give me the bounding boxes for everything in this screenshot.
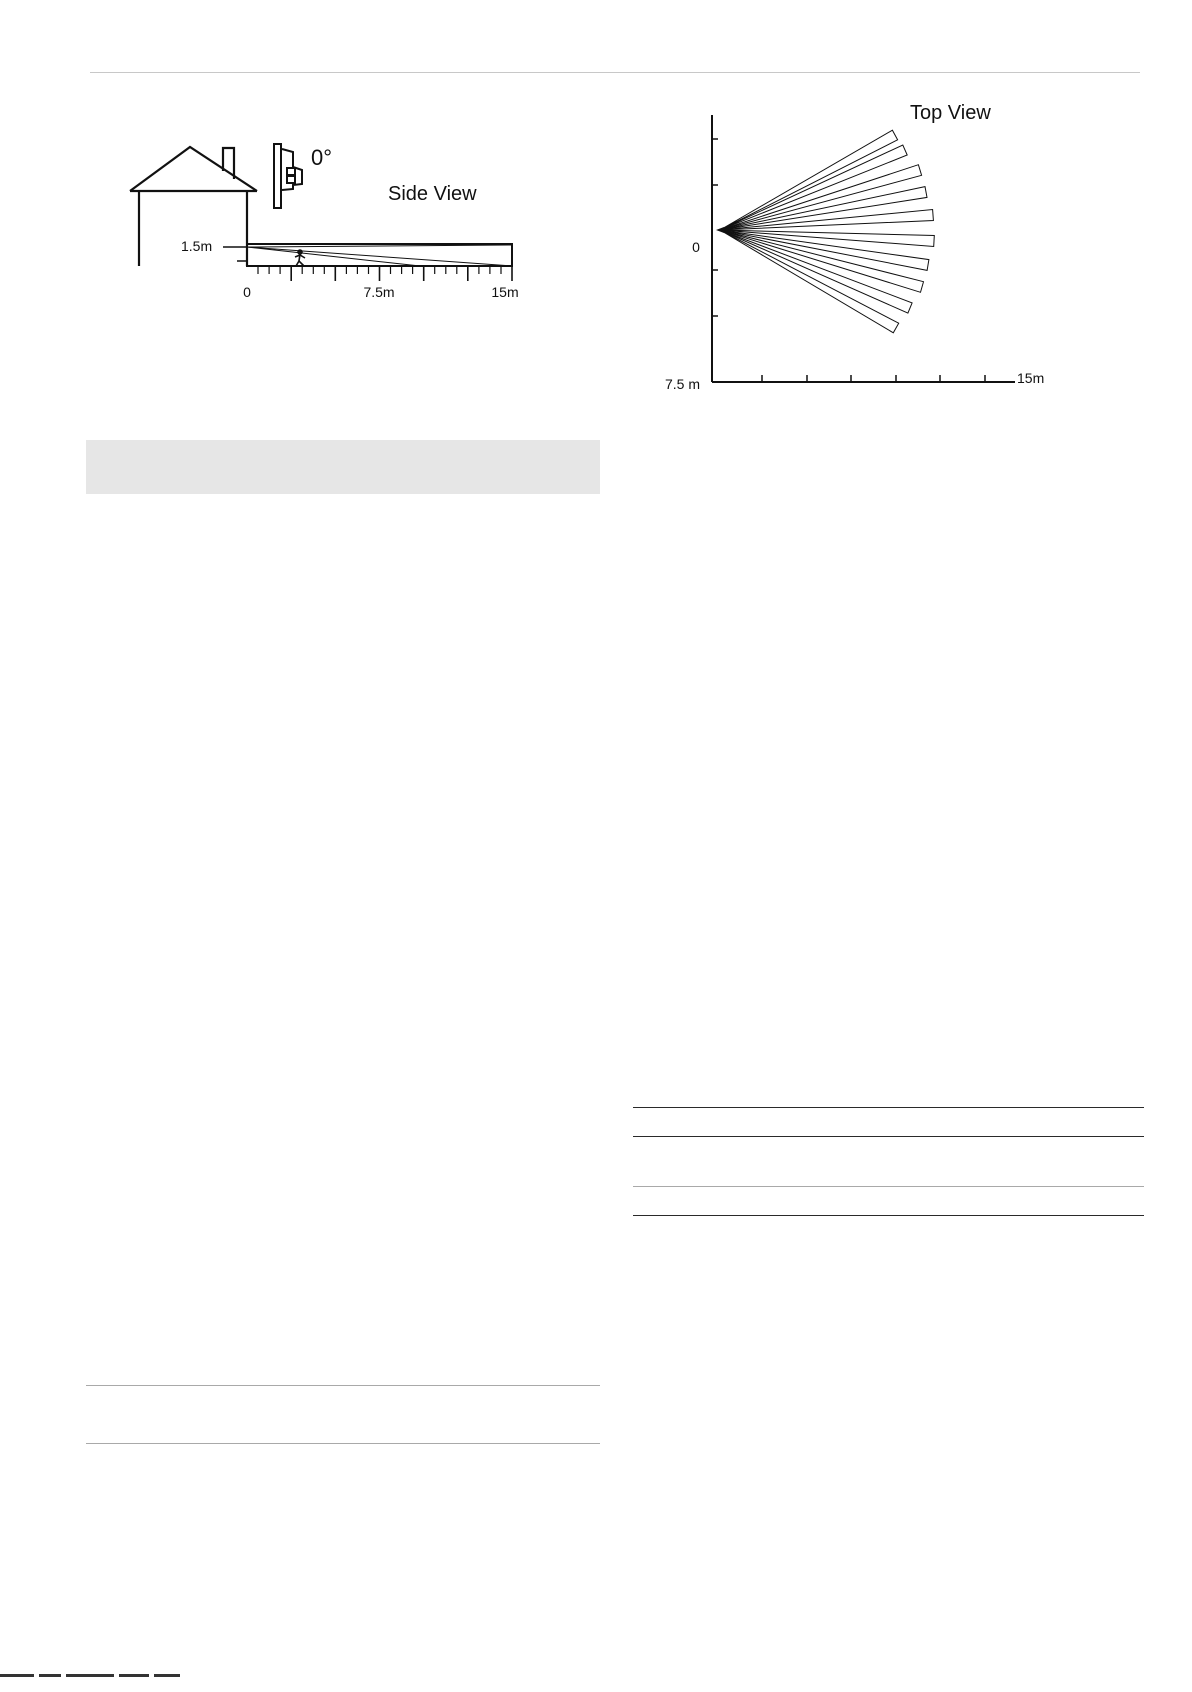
top-view-diagram: [665, 95, 1080, 405]
sensor-origin: [716, 227, 724, 233]
x-end-label: 15m: [1017, 370, 1045, 386]
axis-label-0: 0: [243, 284, 251, 300]
cropped-footer-text: [0, 1674, 320, 1684]
detection-zone: [247, 244, 512, 266]
right-table-rule-1: [633, 1107, 1144, 1108]
y-zero-label: 0: [692, 239, 700, 255]
top-view-title: Top View: [910, 102, 991, 124]
side-view-ticks: [258, 266, 512, 281]
side-view-title: Side View: [388, 183, 477, 205]
left-table-rule-top: [86, 1385, 600, 1386]
y-bottom-label: 7.5 m: [665, 376, 701, 392]
right-table-rule-4: [633, 1215, 1144, 1216]
axis-label-7-5m: 7.5m: [363, 284, 395, 300]
section-header-band: [86, 440, 600, 494]
angle-label: 0°: [311, 145, 333, 170]
height-label: 1.5m: [181, 238, 213, 254]
axis-label-15m: 15m: [491, 284, 519, 300]
right-table-rule-3: [633, 1186, 1144, 1187]
side-view-diagram: [120, 135, 530, 310]
motion-detector-icon: [274, 144, 302, 208]
right-table-rule-2: [633, 1136, 1144, 1137]
header-rule: [90, 72, 1140, 73]
left-table-rule-bottom: [86, 1443, 600, 1444]
detection-beams: [716, 130, 934, 333]
